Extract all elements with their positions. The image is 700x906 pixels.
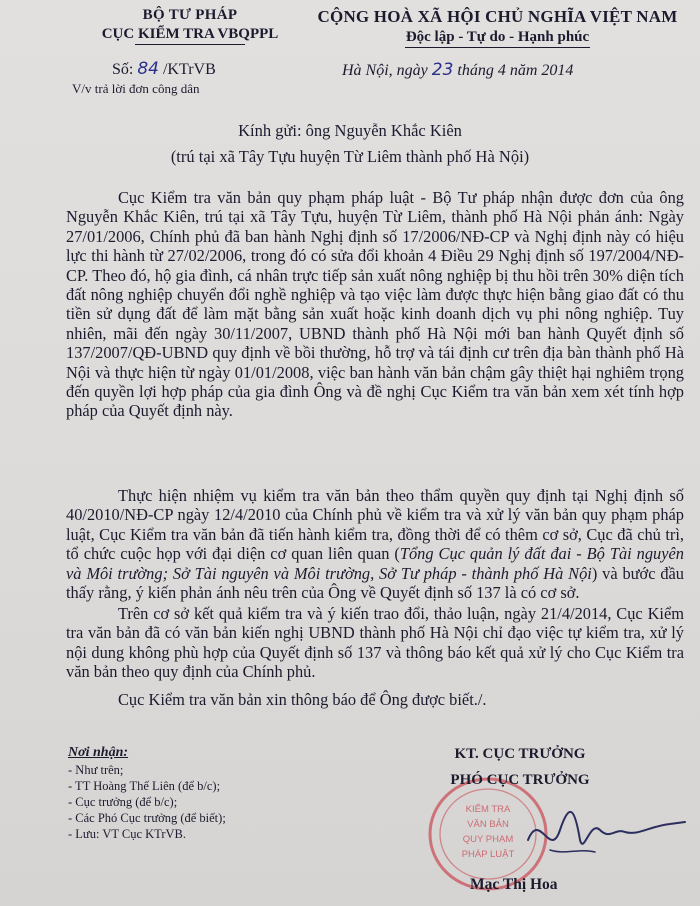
paragraph-1-text: Cục Kiểm tra văn bản quy phạm pháp luật - Bộ Tư pháp nhận được đơn của ông Nguyễn Khắc Kiên, trú tại xã Tây Tựu, huyện Từ Liêm, thành phố Hà Nội phản ánh: Ngày 27/01/2006, Chính phủ đã ban hành Nghị định số 17/2006/NĐ-CP và Nghị định này có hiệu lực thi hành từ 27/02/2006, trong đó có sửa đổi khoản 4 Điều 29 Nghị định số 197/2004/NĐ-CP. Theo đó, hộ gia đình, cá nhân trực tiếp sản xuất nông nghiệp bị thu hồi trên 30% diện tích đất nông nghiệp chuyển đổi nghề nghiệp và tạo việc làm được thực hiện bằng giao đất có thu tiền sử dụng đất để làm mặt bằng sản xuất hoặc kinh doanh dịch vụ phi nông nghiệp. Tuy nhiên, mãi đến ngày 30/11/2007, UBND thành phố Hà Nội mới ban hành Quyết định số 137/2007/QĐ-UBND quy định về bồi thường, hỗ trợ và tái định cư trên địa bàn thành phố Hà Nội và thực hiện từ ngày 01/01/2008, việc ban hành văn bản chậm gây thiệt hại nghiêm trọng đến quyền lợi hợp pháp của gia đình Ông và đề nghị Cục Kiểm tra văn bản xem xét tính hợp pháp của Quyết định này. xyxy=(66,188,684,421)
body-paragraph-1 xyxy=(66,188,684,421)
department-underline xyxy=(135,44,245,45)
document-number-suffix: /KTrVB xyxy=(158,61,216,78)
document-subject: V/v trả lời đơn công dân xyxy=(72,81,200,96)
recipients-list-item: - Như trên; xyxy=(68,763,124,777)
seal-line: QUY PHẠM xyxy=(462,834,514,845)
document-number-handwritten: 84 xyxy=(137,59,159,79)
seal-line: PHÁP LUẬT xyxy=(461,849,515,860)
recipient-line-2: (trú tại xã Tây Tựu huyện Từ Liêm thành phố Hà Nội) xyxy=(170,147,530,166)
body-paragraph-3 xyxy=(66,604,684,682)
paragraph-2-text xyxy=(66,486,684,602)
issuer-header xyxy=(60,6,320,45)
date-rest: tháng 4 năm 2014 xyxy=(453,62,574,79)
document-number xyxy=(112,58,216,81)
body-paragraph-4 xyxy=(66,690,684,709)
body-paragraph-2 xyxy=(66,486,684,602)
department-name: CỤC KIỂM TRA VBQPPL xyxy=(101,26,279,42)
paragraph-3-text: Trên cơ sở kết quả kiểm tra và ý kiến trao đổi, thảo luận, ngày 21/4/2014, Cục Kiểm tra văn bản đã có văn bản kiến nghị UBND thành phố Hà Nội chỉ đạo việc tự kiểm tra, xử lý nội dung không phù hợp của Quyết định số 137 và thông báo kết quả xử lý cho Cục Kiểm tra văn bản theo quy định của Chính phủ. xyxy=(66,604,684,682)
date-day-handwritten: 23 xyxy=(431,60,454,80)
recipient-line-1: Kính gửi: ông Nguyễn Khắc Kiên xyxy=(238,121,462,140)
recipients-list-item: - Các Phó Cục trưởng (để biết); xyxy=(68,811,226,825)
paragraph-4-text: Cục Kiểm tra văn bản xin thông báo để Ông được biết./. xyxy=(118,690,487,709)
paragraph-2-part-b: ) và bước đầu thấy rằng, ý kiến phản ánh nêu trên của Ông về Quyết định số 137 là có cơ sở. xyxy=(66,563,684,603)
signer-title-2: PHÓ CỤC TRƯỞNG xyxy=(450,772,590,788)
paragraph-2-part-a: Thực hiện nhiệm vụ kiểm tra văn bản theo thẩm quyền quy định tại Nghị định số 40/2010/NĐ-CP ngày 12/4/2010 của Chính phủ về kiểm tra và xử lý văn bản quy phạm pháp luật, Cục Kiểm tra văn bản đã tiến hành kiểm tra, đồng thời để có thêm cơ sở, Cục đã chủ trì, tổ chức cuộc họp với đại diện cơ quan liên quan ( xyxy=(66,486,684,564)
paragraph-2-italic-agencies: Tổng Cục quản lý đất đai - Bộ Tài nguyên và Môi trường; Sở Tài nguyên và Môi trường, Sở Tư pháp - thành phố Hà Nội xyxy=(66,544,684,583)
place-date xyxy=(342,60,573,81)
recipients-list-title: Nơi nhận: xyxy=(68,745,129,760)
recipients-list xyxy=(68,744,348,842)
national-header xyxy=(300,6,695,48)
recipients-list-item: - Cục trưởng (để b/c); xyxy=(68,795,178,809)
place: Hà Nội, ngày xyxy=(342,62,432,79)
signer-title-1: KT. CỤC TRƯỞNG xyxy=(454,746,586,762)
handwritten-signature-icon xyxy=(520,800,690,870)
document-number-prefix: Số: xyxy=(112,61,138,78)
recipients-list-item: - Lưu: VT Cục KTrVB. xyxy=(68,827,187,841)
ministry-name: BỘ TƯ PHÁP xyxy=(142,7,238,23)
national-motto: Độc lập - Tự do - Hạnh phúc xyxy=(405,29,590,45)
signature-block xyxy=(420,744,620,790)
motto-underline xyxy=(405,47,590,48)
recipients-list-item: - TT Hoàng Thế Liên (để b/c); xyxy=(68,779,221,793)
signer-name: Mạc Thị Hoa xyxy=(470,876,558,893)
seal-line: VĂN BẢN xyxy=(467,819,509,830)
republic-name: CỘNG HOÀ XÃ HỘI CHỦ NGHĨA VIỆT NAM xyxy=(317,7,678,26)
seal-line: KIỂM TRA xyxy=(465,804,511,815)
